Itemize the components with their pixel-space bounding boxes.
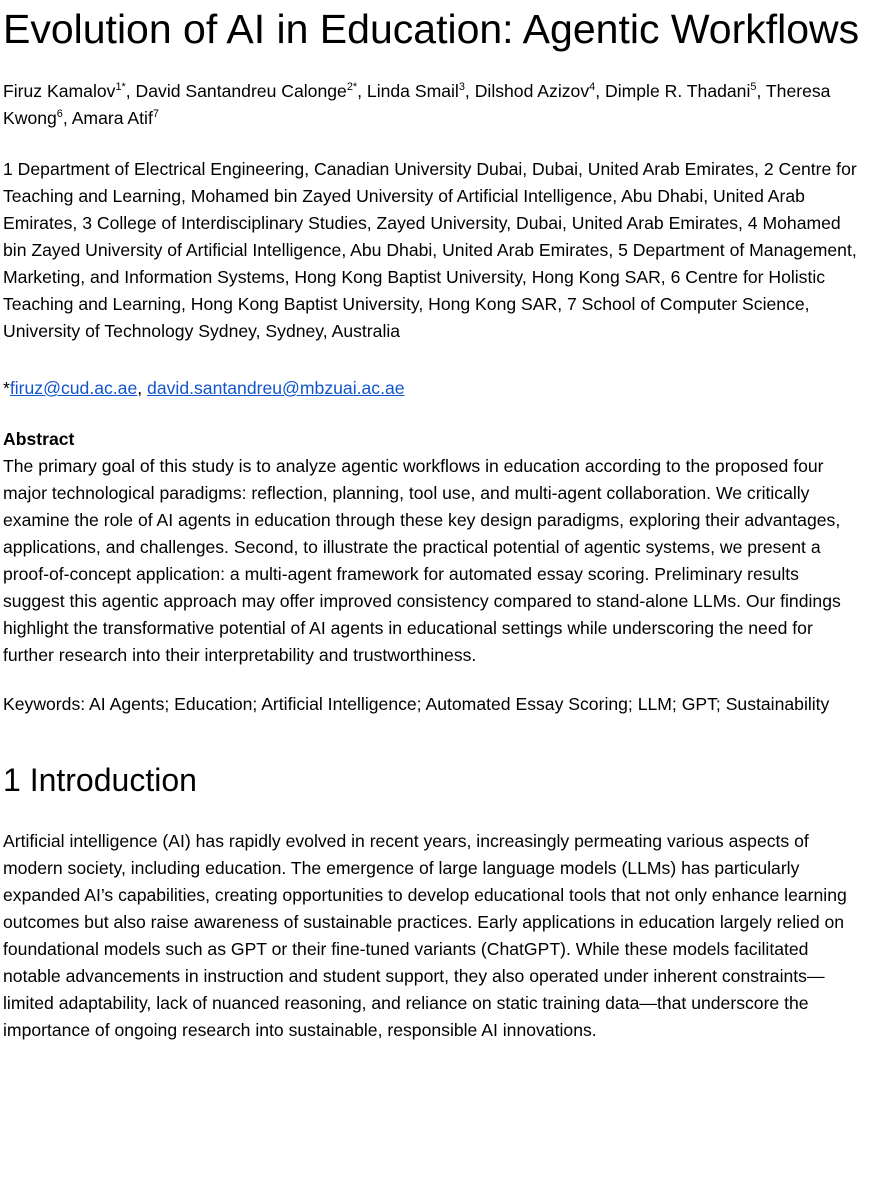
introduction-body: Artificial intelligence (AI) has rapidly evolved in recent years, increasingly permeating various aspects of modern society, including education. The emergence of large language models (LLMs) has particularly expanded AI’s capabilities, creating opportunities to develop educational tools that not only enhance learning outcomes but also raise awareness of sustainable practices. Early applications in education largely relied on foundational models such as GPT or their fine-tuned variants (ChatGPT). While these models facilitated notable advancements in instruction and student support, they also operated under inherent constraints—limited adaptability, lack of nuanced reasoning, and reliance on static training data—that underscore the importance of ongoing research into sustainable, responsible AI innovations. [3,831,847,1040]
abstract-heading: Abstract [3,429,75,449]
author-affiliation-marker: 2* [346,81,358,94]
correspondence-asterisk: * [3,378,10,398]
author-affiliation-marker: 3 [458,81,465,94]
abstract-body: The primary goal of this study is to analyze agentic workflows in education according to the proposed four major technological paradigms: reflection, planning, tool use, and multi-agent collaboration. We critically examine the role of AI agents in education through these key design paradigms, exploring their advantages, applications, and challenges. Second, to illustrate the practical potential of agentic systems, we present a proof-of-concept application: a multi-agent framework for automated essay scoring. Preliminary results suggest this agentic approach may offer improved consistency compared to stand-alone LLMs. Our findings highlight the transformative potential of AI agents in educational settings while underscoring the need for further research into their interpretability and trustworthiness. [3,456,841,665]
author-name: Firuz Kamalov [3,81,116,101]
author-line: Firuz Kamalov$^{1*}$, David Santandreu Calonge$^{2*}$, Linda Smail$^3$, Dilshod Azizov$^4$, Dimple R. Thadani$^5$, Theresa Kwong$^6$, Amara Atif$^7$ [3,81,831,128]
author-name: Theresa Kwong [3,81,831,128]
author-affiliation-marker: 4 [589,81,596,94]
author-name: Amara Atif [71,108,153,128]
section-heading-introduction: 1 Introduction [3,762,197,798]
keywords-line: Keywords: AI Agents; Education; Artificial Intelligence; Automated Essay Scoring; LLM; GPT; Sustainability [3,694,830,714]
author-name: Linda Smail [366,81,459,101]
author-affiliation-marker: 6 [56,108,63,121]
author-affiliation-marker: 7 [152,108,159,121]
correspondence-separator: , [137,378,148,398]
email-link-firuz[interactable]: firuz@cud.ac.ae [9,378,138,398]
author-affiliation-marker: 5 [750,81,757,94]
author-name: Dilshod Azizov [474,81,590,101]
affiliations: 1 Department of Electrical Engineering, Canadian University Dubai, Dubai, United Arab Emirates, 2 Centre for Teaching and Learning, Mohamed bin Zayed University of Artificial Intelligence, Abu Dhabi, United Arab Emirates, 3 College of Interdisciplinary Studies, Zayed University, Dubai, United Arab Emirates, 4 Mohamed bin Zayed University of Artificial Intelligence, Abu Dhabi, United Arab Emirates, 5 Department of Management, Marketing, and Information Systems, Hong Kong Baptist University, Hong Kong SAR, 6 Centre for Holistic Teaching and Learning, Hong Kong Baptist University, Hong Kong SAR, 7 School of Computer Science, University of Technology Sydney, Sydney, Australia [3,159,857,341]
author-name: David Santandreu Calonge [135,81,347,101]
author-affiliation-marker: 1* [115,81,126,94]
email-link-david[interactable]: david.santandreu@mbzuai.ac.ae [147,378,405,398]
paper-title: Evolution of AI in Education: Agentic Workflows [3,6,860,52]
correspondence-line [3,375,865,402]
author-name: Dimple R. Thadani [604,81,751,101]
